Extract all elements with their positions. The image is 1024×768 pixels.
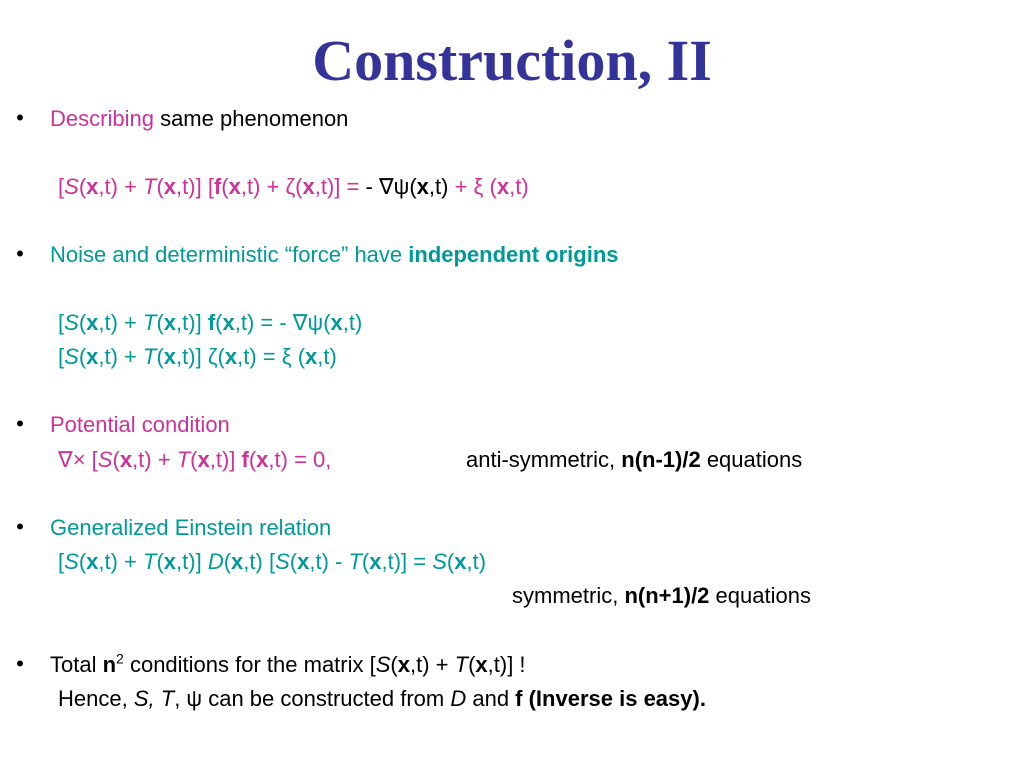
bullet-2-emphasis: independent origins — [408, 242, 619, 267]
equation-langevin: [S(x,t) + T(x,t)] [f(x,t) + ζ(x,t)] = - ∇ψ(x,t) + ξ (x,t) — [58, 174, 529, 199]
bullet-marker — [14, 651, 26, 677]
bullet-marker — [14, 105, 26, 131]
equation-einstein-relation: [S(x,t) + T(x,t)] D(x,t) [S(x,t) - T(x,t)] = S(x,t) — [58, 549, 487, 574]
bullet-5: Total $n^2$ conditions for the matrix [S(x,t) + T(x,t)] ! — [50, 650, 526, 677]
bullet-marker — [14, 514, 26, 540]
bullet-marker — [14, 411, 26, 437]
note-antisymmetric: anti-symmetric, n(n-1)/2 equations — [466, 447, 803, 472]
slide-title: Construction, II — [312, 28, 712, 93]
bullet-1-emphasis: same phenomenon — [160, 106, 349, 131]
bullet-2 — [50, 241, 619, 269]
bullet-2-label: Noise and deterministic “force” have — [50, 242, 409, 267]
equation-force: [S(x,t) + T(x,t)] f(x,t) = - ∇ψ(x,t) — [58, 310, 363, 335]
bullet-1-label: Describing — [50, 106, 154, 131]
equation-potential-condition: ∇× [S(x,t) + T(x,t)] f(x,t) = 0, — [58, 447, 332, 472]
equation-noise: [S(x,t) + T(x,t)] ζ(x,t) = ξ (x,t) — [58, 344, 337, 369]
bullet-3-label: Potential condition — [50, 412, 230, 437]
bullet-4-label: Generalized Einstein relation — [50, 515, 332, 540]
note-symmetric: symmetric, n(n+1)/2 equations — [512, 583, 811, 608]
conclusion-line: Hence, S, T, ψ can be constructed from D and f (Inverse is easy). — [58, 686, 706, 711]
bullet-marker — [14, 241, 26, 267]
bullet-1 — [50, 105, 348, 133]
